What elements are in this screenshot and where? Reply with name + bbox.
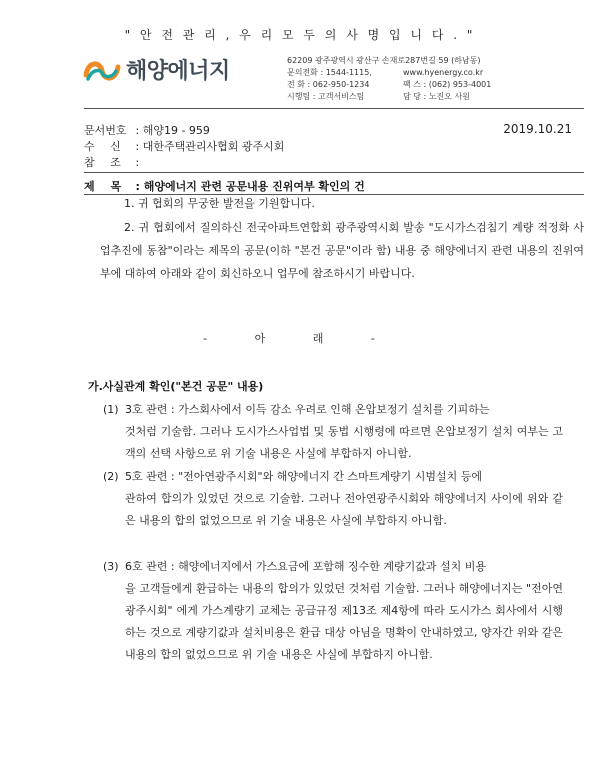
section-title: 가.사실관계 확인("본건 공문" 내용) (88, 380, 264, 393)
recipient-value: : 대한주택관리사협회 광주시회 (135, 140, 285, 153)
paragraph-2: 2. 귀 협회에서 질의하신 전국아파트연합회 광주광역시회 발송 "도시가스검침기 계량 적정화 사업추진에 동참"이라는 제목의 공문(이하 "본건 공문"이라 함) 내용 중 해양에너지 관련 내용의 진위여부에 대하여 아래와 같이 회신하오니 업무에 참조하시기 바랍니다. (100, 221, 584, 280)
item-first-line (103, 399, 563, 421)
reference-row (84, 154, 139, 170)
list-item (103, 399, 563, 465)
slogan: " 안 전 관 리 , 우 리 모 두 의 사 명 입 니 다 . " (124, 28, 476, 42)
item-continuation: 을 고객들에게 환급하는 내용의 합의가 있었던 것처럼 기술함. 그러나 해양에너지는 "전아연광주시회" 에게 가스계량기 교체는 공급규정 제13조 제4항에 따라 도시가스 회사에서 시행하는 것으로 계량기값과 설치비용은 환급 대상 아님을 명확이 안내하였고, 양자간 위와 같은 내용의 합의 없었으므로 위 기술 내용은 사실에 부합하지 아니함. (125, 582, 563, 661)
website: www.hyenergy.co.kr (403, 68, 484, 77)
reference-value: : (135, 156, 140, 169)
item-text: 5호 관련 : "전아연광주시회"와 해양에너지 간 스마트계량기 시범설치 등에 (125, 470, 482, 483)
item-number: (2) (103, 470, 119, 483)
doc-number-row (84, 122, 210, 138)
below-heading: - 아 래 - (203, 332, 397, 345)
issuing-team: 시행팀 : 고객서비스팀 (287, 92, 365, 101)
paragraph-1: 1. 귀 협회의 무궁한 발전을 기원합니다. (124, 197, 315, 210)
subject-value: : 해양에너지 관련 공문내용 진위여부 확인의 건 (135, 180, 365, 193)
item-text: 6호 관련 : 해양에너지에서 가스요금에 포함해 징수한 계량기값과 설치 비용 (125, 560, 486, 573)
doc-date: 2019.10.21 (503, 122, 572, 136)
person-in-charge: 담 당 : 노진오 사원 (403, 92, 470, 101)
subject-label: 제 목 (84, 180, 128, 193)
recipient-row (84, 138, 284, 154)
phone: 전 화 : 062-950-1234 (287, 80, 370, 89)
company-logo (80, 54, 230, 85)
doc-number-label: 문서번호 (84, 124, 127, 137)
item-first-line (103, 466, 563, 488)
item-number: (3) (103, 560, 119, 573)
contact-row (287, 91, 597, 103)
doc-number-value: : 해양19 - 959 (135, 124, 210, 137)
fax: 팩 스 : (062) 953-4001 (403, 80, 492, 89)
address-line: 62209 광주광역시 광산구 손재로287번길 59 (하남동) (287, 56, 481, 65)
contact-row (287, 67, 597, 79)
item-text: 3호 관련 : 가스회사에서 이득 감소 우려로 인해 온압보정기 설치를 기피하는 (125, 403, 490, 416)
contact-phone: 문의전화 : 1544-1115, (287, 68, 372, 77)
item-number: (1) (103, 403, 119, 416)
contact-row (287, 79, 597, 91)
address-row (287, 55, 597, 67)
item-continuation: 관하여 합의가 있었던 것으로 기술함. 그러나 전아연광주시회와 해양에너지 사이에 위와 같은 내용의 합의 없었으므로 위 기술 내용은 사실에 부합하지 아니함. (125, 492, 563, 527)
item-first-line (103, 556, 563, 578)
header-divider (84, 108, 584, 109)
list-item (103, 466, 563, 532)
logo-text: 해양에너지 (126, 59, 230, 84)
haeyang-logo-icon (80, 55, 124, 85)
subject-top-divider (84, 172, 584, 173)
list-item (103, 556, 563, 666)
company-address-block (287, 55, 597, 103)
reference-label: 참 조 (84, 156, 127, 169)
recipient-label: 수 신 (84, 140, 127, 153)
item-continuation: 것처럼 기술함. 그러나 도시가스사업법 및 동법 시행령에 따르면 온압보정기 설치 여부는 고객의 선택 사항으로 위 기술 내용은 사실에 부합하지 아니함. (125, 425, 563, 460)
